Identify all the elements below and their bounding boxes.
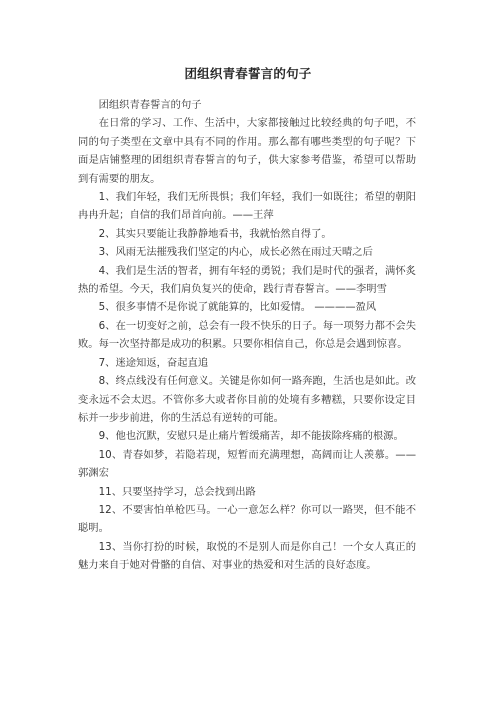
- paragraph-item-10: 10、青春如梦，若隐若现，短暂而充满理想，高阔而让人羡慕。——郭渊宏: [78, 448, 416, 480]
- paragraph-item-13: 13、当你打扮的时候，取悦的不是别人而是你自己！一个女人真正的魅力来自于她对骨骼的自信、对事业的热爱和对生活的良好态度。: [78, 540, 416, 572]
- paragraph-item-2: 2、其实只要能让我静静地看书，我就怡然自得了。: [98, 227, 332, 240]
- document-body: [78, 96, 416, 575]
- paragraph-item-12: 12、不要害怕单枪匹马。一心一意怎么样？你可以一路哭，但不能不聪明。: [78, 503, 416, 535]
- paragraph-item-9: 9、他也沉默，安慰只是止痛片暂缓痛苦，却不能拔除疼痛的根源。: [98, 430, 404, 443]
- paragraph-item-6: 6、在一切变好之前，总会有一段不快乐的日子。每一项努力都不会失败。每一次坚持都是成功的积累。只要你相信自己，你总是会遇到惊喜。: [78, 319, 416, 351]
- document-title: 团组织青春誓言的句子: [184, 66, 312, 81]
- paragraph-item-5: 5、很多事情不是你说了就能算的，比如爱情。 ————盈风: [98, 301, 377, 314]
- paragraph-item-4: 4、我们是生活的智者，拥有年轻的勇锐；我们是时代的强者，满怀炙热的希望。今天，我们肩负复兴的使命，践行青春誓言。——李明雪: [78, 264, 416, 296]
- paragraph-item-1: 1、我们年轻，我们无所畏惧；我们年轻，我们一如既往；希望的朝阳冉冉升起；自信的我们昂首向前。——王萍: [78, 191, 416, 222]
- paragraph-item-7: 7、迷途知返，奋起直追: [98, 356, 209, 369]
- paragraph-intro: 在日常的学习、工作、生活中，大家都接触过比较经典的句子吧，不同的句子类型在文章中具有不同的作用。那么都有哪些类型的句子呢？下面是店铺整理的团组织青春誓言的句子，供大家参考借鉴，希望可以帮助到有需要的朋友。: [78, 117, 416, 185]
- paragraph-item-8: 8、终点线没有任何意义。关键是你如何一路奔跑，生活也是如此。改变永远不会太迟。不管你多大或者你目前的处境有多糟糕，只要你设定目标并一步步前进，你的生活总有逆转的可能。: [78, 375, 416, 424]
- paragraph-item-11: 11、只要坚持学习，总会找到出路: [98, 485, 256, 498]
- paragraph-item-3: 3、风雨无法摧残我们坚定的内心，成长必然在雨过天晴之后: [98, 246, 373, 259]
- paragraph-subtitle: 团组织青春誓言的句子: [98, 99, 202, 111]
